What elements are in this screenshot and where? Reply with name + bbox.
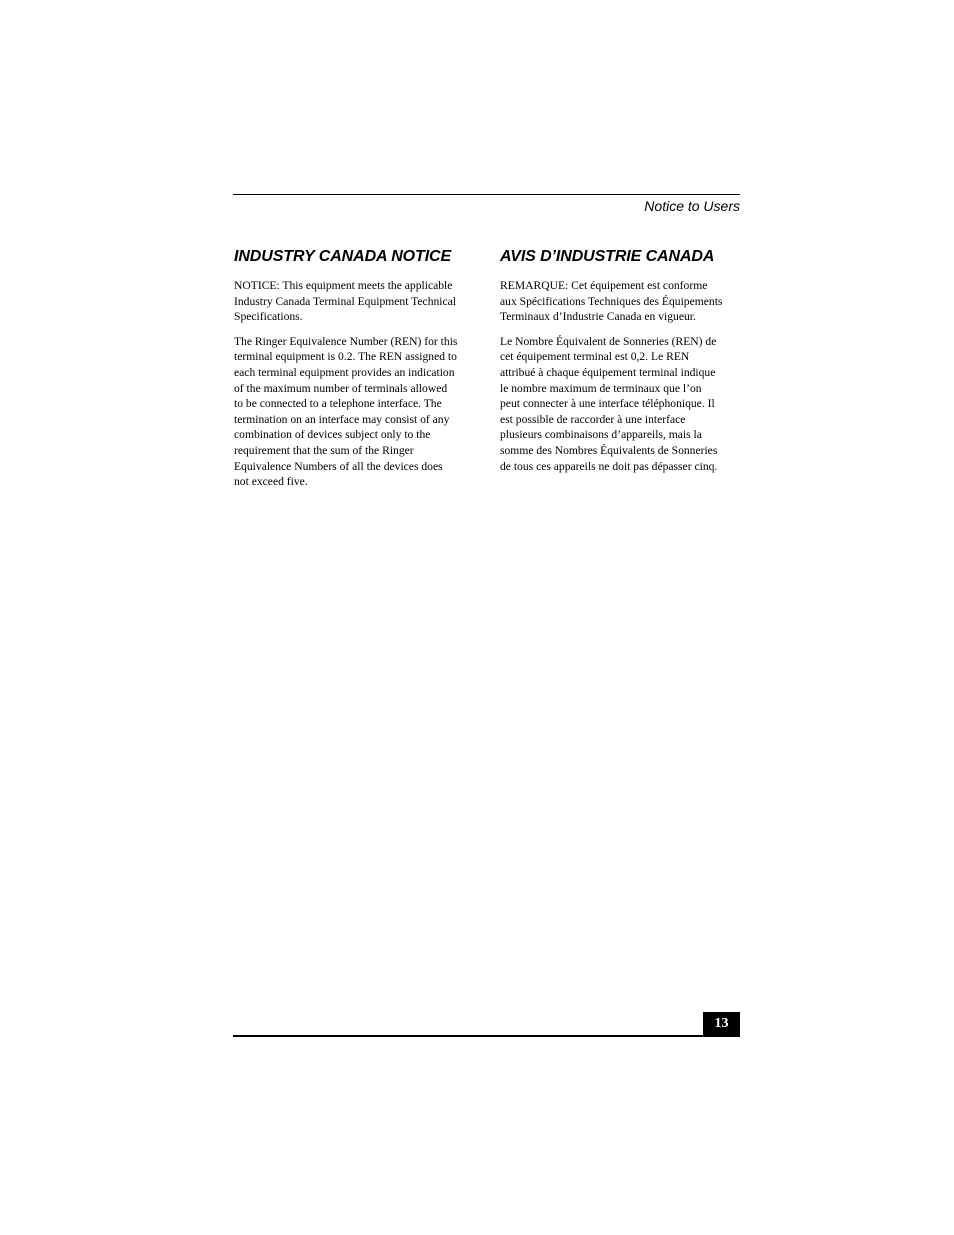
running-header-title: Notice to Users <box>644 198 740 214</box>
body-paragraph: REMARQUE: Cet équipement est conforme aux Spécifications Techniques des Équipements Terminaux d’Industrie Canada en vigueur. <box>500 279 723 324</box>
body-paragraph: NOTICE: This equipment meets the applicable Industry Canada Terminal Equipment Technical Specifications. <box>234 279 457 324</box>
footer-rule <box>233 1035 740 1037</box>
header-rule <box>233 194 740 195</box>
section-avis-industrie-canada <box>500 246 740 483</box>
body-paragraph: The Ringer Equivalence Number (REN) for this terminal equipment is 0.2. The REN assigned to each terminal equipment provides an indication of the maximum number of terminals allowed to be connected to a telephone interface. The termination on an interface may consist of any combination of devices subject only to the requirement that the sum of the Ringer Equivalence Numbers of all the devices does not exceed five. <box>234 334 458 489</box>
body-paragraph: Le Nombre Équivalent de Sonneries (REN) de cet équipement terminal est 0,2. Le REN attribué à chaque équipement terminal indique le nombre maximum de terminaux que l’on peut connecter à une interface téléphonique. Il est possible de raccorder à une interface plusieurs combinaisons d’appareils, mais la somme des Nombres Équivalents de Sonneries de tous ces appareils ne doit pas dépasser cinq. <box>500 334 718 473</box>
section-industry-canada-notice <box>234 246 474 499</box>
section-heading: INDUSTRY CANADA NOTICE <box>234 248 452 265</box>
page-number-badge: 13 <box>703 1012 740 1036</box>
section-heading: AVIS D’INDUSTRIE CANADA <box>500 248 715 265</box>
